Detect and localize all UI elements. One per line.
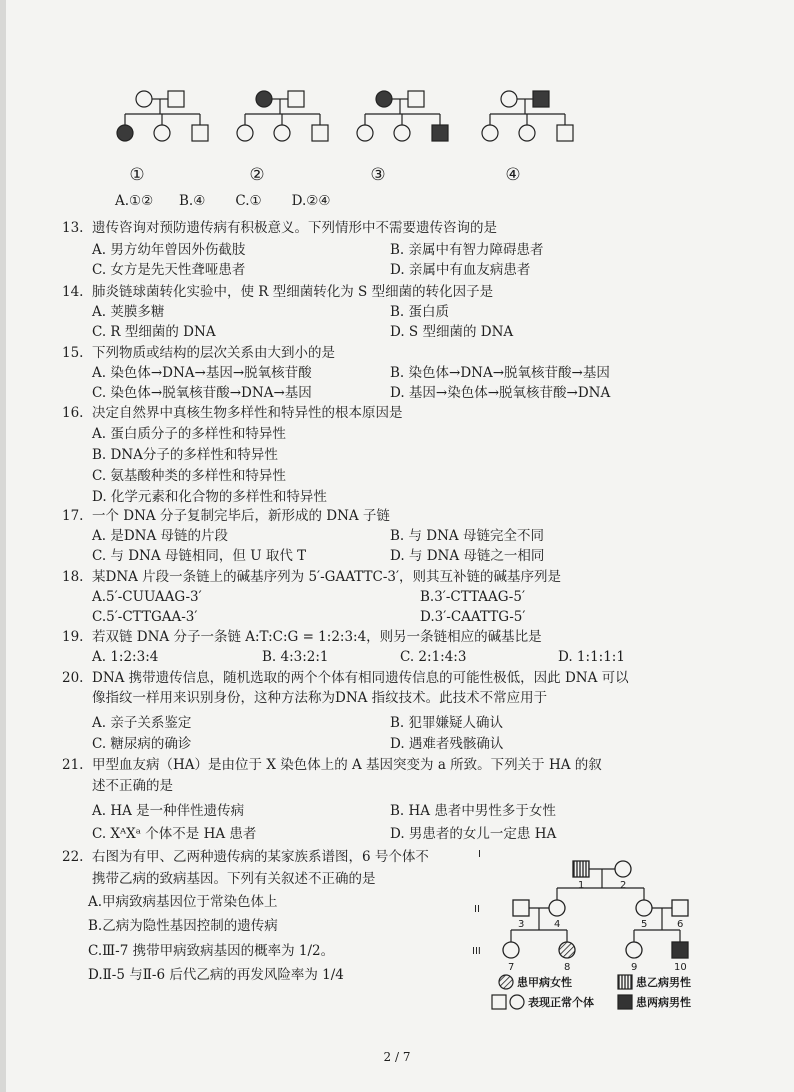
pedigree-individual-6 [672,900,688,916]
option-c: C. 与 DNA 母链相同，但 U 取代 T [92,548,307,564]
option-a: A. 荚膜多糖 [92,304,165,320]
individual-label-7: 7 [508,962,515,973]
page-edge [0,0,6,1092]
pedigree-4-son [557,125,573,141]
option-b: B.3′-CTTAAG-5′ [420,589,526,605]
option-d: D. S 型细菌的 DNA [390,324,514,340]
option-d: D. 1:1:1:1 [558,649,625,665]
pedigree-individual-10 [672,942,688,958]
individual-label-1: 1 [578,880,585,891]
individual-label-2: 2 [620,880,627,891]
option-c: C. XᴬXᵃ 个体不是 HA 患者 [92,826,257,842]
option-c: C. R 型细菌的 DNA [92,324,216,340]
question-number: 16. [62,405,84,421]
generation-label-2: II [474,904,480,915]
pedigree-4-daughter [519,125,535,141]
pedigree-4 [482,91,573,141]
option-a: A. 是DNA 母链的片段 [92,528,229,544]
generation-label-3: III [472,946,481,957]
individual-label-9: 9 [631,962,638,973]
legend-both-male: 患两病男性 [636,996,691,1009]
legend-icon-normal-square [492,995,506,1009]
question-stem-line-1: DNA 携带遗传信息，随机选取的两个个体有相同遗传信息的可能性极低，因此 DNA 可以 [92,670,629,686]
question-stem-line-2: 携带乙病的致病基因。下列有关叙述不正确的是 [92,871,376,887]
pedigree-3-daughter [394,125,410,141]
option-d: D. 遇难者残骸确认 [390,736,504,752]
question-number: 15. [62,345,84,361]
pedigree-label-3: ③ [370,165,386,185]
option-b: B. 亲属中有智力障碍患者 [390,242,544,258]
pedigree-2-daughter [274,125,290,141]
pedigree-1-father [168,91,184,107]
q12-options [115,193,331,209]
pedigree-label-2: ② [249,165,265,185]
individual-label-5: 5 [641,919,648,930]
individual-label-6: 6 [677,919,684,930]
question-stem: 遗传咨询对预防遗传病有积极意义。下列情形中不需要遗传咨询的是 [92,220,497,236]
individual-label-3: 3 [518,919,525,930]
option-c: C. 染色体→脱氧核苷酸→DNA→基因 [92,385,312,401]
pedigree-1-daughter-affected [117,125,133,141]
question-number: 17. [62,508,84,524]
option-b: B. 染色体→DNA→脱氧核苷酸→基因 [390,365,610,381]
option-c: C.5′-CTTGAA-3′ [92,609,198,625]
question-stem: 若双链 DNA 分子一条链 A:T:C:G = 1:2:3:4，则另一条链相应的碱基比是 [92,629,542,645]
question-stem: 决定自然界中真核生物多样性和特异性的根本原因是 [92,405,403,421]
question-number: 20. [62,670,84,686]
legend-normal: 表现正常个体 [528,996,594,1009]
q12-option-b: B.④ [179,193,206,209]
q12-option-a: A.①② [115,193,154,209]
question-stem: 肺炎链球菌转化实验中，使 R 型细菌转化为 S 型细菌的转化因子是 [92,284,494,300]
option-a: A. HA 是一种伴性遗传病 [92,803,245,819]
q12-pedigree-figures [85,80,605,190]
individual-label-8: 8 [564,962,571,973]
pedigree-4-mother [501,91,517,107]
option-b: B. HA 患者中男性多于女性 [390,803,556,819]
pedigree-individual-8 [559,942,575,958]
pedigree-1-daughter [154,125,170,141]
q12-option-d: D.②④ [291,193,331,209]
option-d: D.3′-CAATTG-5′ [420,609,526,625]
question-stem-line-2: 述不正确的是 [92,778,173,794]
option-a: A. 染色体→DNA→基因→脱氧核苷酸 [92,365,312,381]
option-b: B. 犯罪嫌疑人确认 [390,715,504,731]
pedigree-individual-7 [503,942,519,958]
pedigree-1 [117,91,208,141]
option-c: C.Ⅲ-7 携带甲病致病基因的概率为 1/2。 [88,943,335,959]
question-stem-line-1: 右图为有甲、乙两种遗传病的某家族系谱图，6 号个体不 [92,849,429,865]
option-b: B. 蛋白质 [390,304,450,320]
question-number: 14. [62,284,84,300]
pedigree-4-daughter [482,125,498,141]
pedigree-individual-4 [549,900,565,916]
pedigree-label-4: ④ [505,165,521,185]
pedigree-2-father [288,91,304,107]
pedigree-individual-2 [615,861,631,877]
question-stem: 某DNA 片段一条链上的碱基序列为 5′-GAATTC-3′，则其互补链的碱基序列是 [92,569,562,585]
pedigree-2-daughter [237,125,253,141]
question-number: 19. [62,629,84,645]
pedigree-individual-3 [513,900,529,916]
option-a: A. 蛋白质分子的多样性和特异性 [92,426,286,442]
pedigree-3-father [408,91,424,107]
option-a: A. 亲子关系鉴定 [92,715,192,731]
pedigree-1-son [192,125,208,141]
pedigree-label-1: ① [129,165,145,185]
pedigree-3-mother-affected [376,91,392,107]
pedigree-2-mother-affected [256,91,272,107]
legend-icon-both-male [618,995,632,1009]
option-c: C. 女方是先天性聋哑患者 [92,262,246,278]
option-a: A.5′-CUUAAG-3′ [92,589,202,605]
generation-label-1: I [478,849,481,860]
option-d: D. 化学元素和化合物的多样性和特异性 [92,489,327,505]
option-b: B.乙病为隐性基因控制的遗传病 [88,918,278,934]
option-c: C. 2:1:4:3 [400,649,467,665]
pedigree-individual-1 [573,861,589,877]
option-d: D. 亲属中有血友病患者 [390,262,531,278]
legend-a-female: 患甲病女性 [517,976,572,989]
option-d: D. 与 DNA 母链之一相同 [390,548,545,564]
pedigree-3 [357,91,448,141]
option-c: C. 糖尿病的确诊 [92,736,192,752]
option-c: C. 氨基酸种类的多样性和特异性 [92,468,286,484]
option-b: B. 与 DNA 母链完全不同 [390,528,544,544]
option-a: A. 男方幼年曾因外伤截肢 [92,242,246,258]
option-a: A. 1:2:3:4 [92,649,159,665]
option-a: A.甲病致病基因位于常染色体上 [88,894,278,910]
question-number: 21. [62,757,84,773]
legend-b-male: 患乙病男性 [636,976,691,989]
pedigree-individual-9 [626,942,642,958]
option-b: B. 4:3:2:1 [262,649,329,665]
option-d: D. 男患者的女儿一定患 HA [390,826,557,842]
question-stem-line-1: 甲型血友病（HA）是由位于 X 染色体上的 A 基因突变为 a 所致。下列关于 HA 的叙 [92,757,602,773]
pedigree-3-son-affected [432,125,448,141]
question-number: 18. [62,569,84,585]
legend-icon-b-male [618,975,632,989]
question-stem-line-2: 像指纹一样用来识别身份，这种方法称为DNA 指纹技术。此技术不常应用于 [92,690,548,706]
individual-label-10: 10 [674,962,687,973]
legend-icon-normal-circle [510,995,524,1009]
option-d: D. 基因→染色体→脱氧核苷酸→DNA [390,385,611,401]
question-number: 22. [62,849,84,865]
question-stem: 一个 DNA 分子复制完毕后，新形成的 DNA 子链 [92,508,390,524]
option-b: B. DNA分子的多样性和特异性 [92,447,278,463]
q22-pedigree-chart [468,848,724,1014]
option-d: D.Ⅱ-5 与Ⅱ-6 后代乙病的再发风险率为 1/4 [88,967,344,983]
question-number: 13. [62,220,84,236]
pedigree-individual-5 [636,900,652,916]
pedigree-4-father-affected [533,91,549,107]
question-stem: 下列物质或结构的层次关系由大到小的是 [92,345,335,361]
pedigree-3-daughter [357,125,373,141]
pedigree-2 [237,91,328,141]
legend-icon-a-female [499,975,513,989]
page-number: 2 / 7 [383,1050,411,1064]
q12-option-c: C.① [235,193,262,209]
pedigree-1-mother [136,91,152,107]
individual-label-4: 4 [554,919,561,930]
pedigree-2-son [312,125,328,141]
